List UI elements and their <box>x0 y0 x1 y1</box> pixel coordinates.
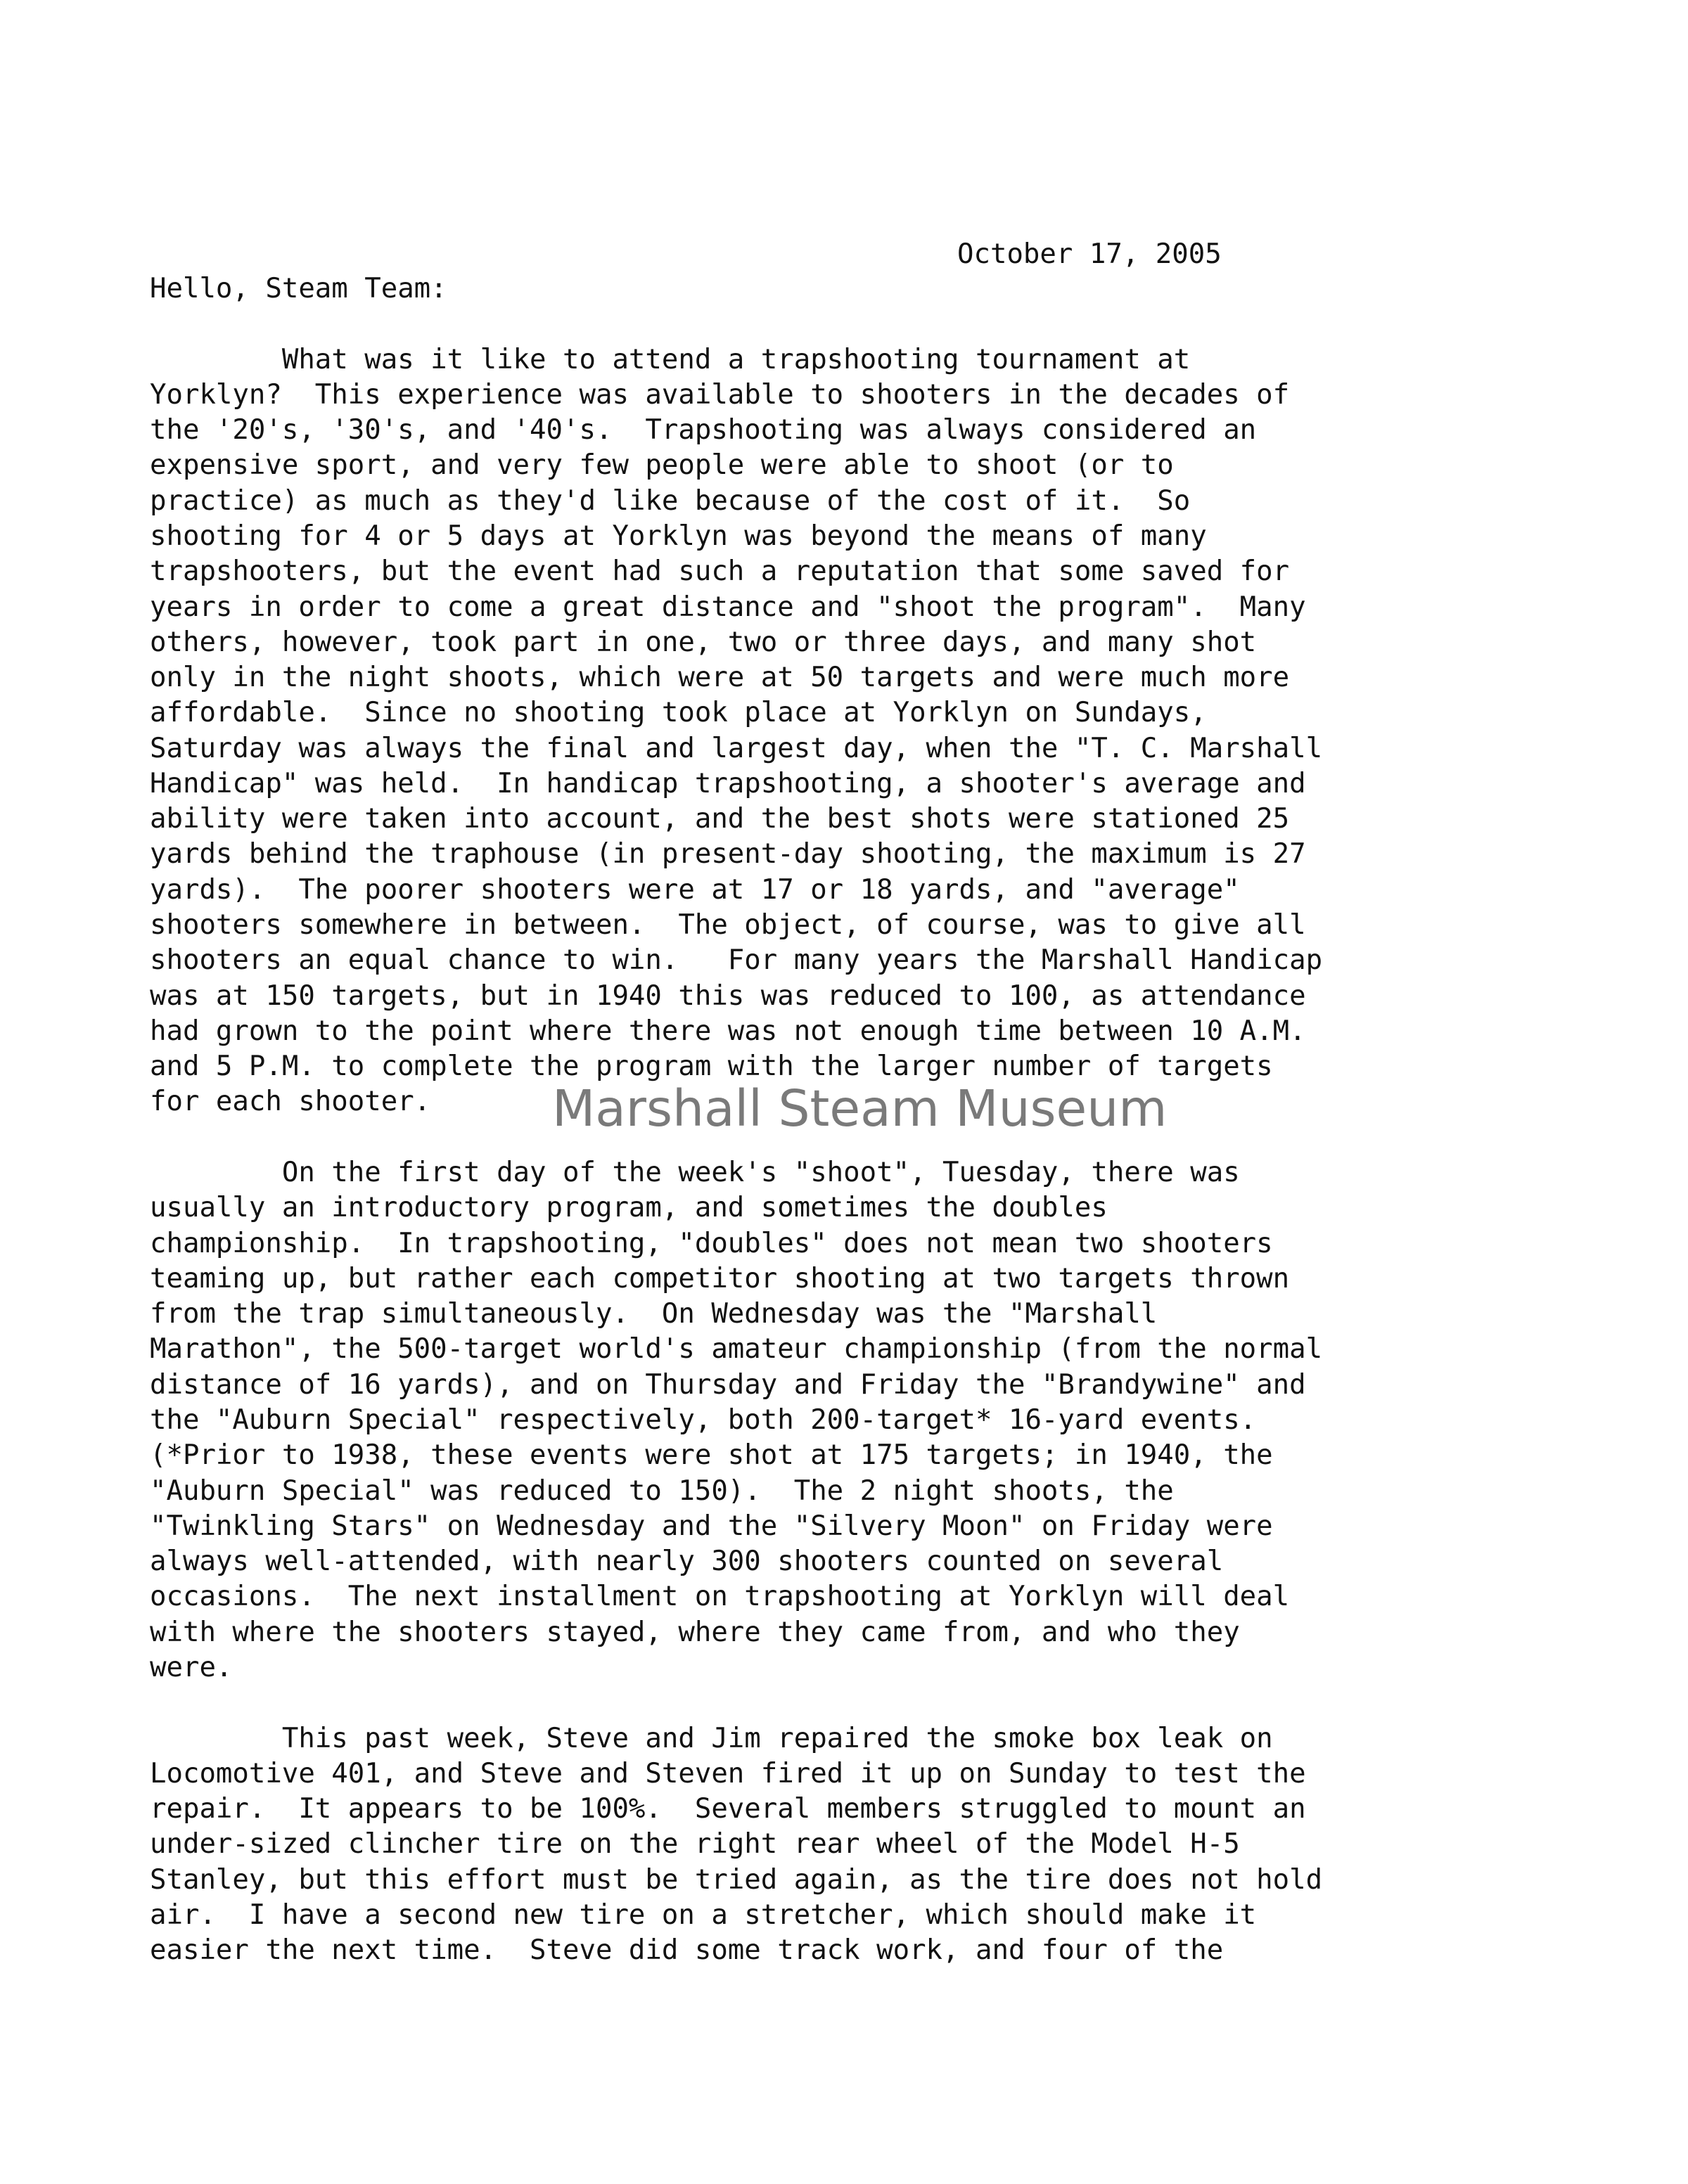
paragraph-1-line: affordable. Since no shooting took place at Yorklyn on Sundays, <box>150 697 1207 728</box>
letter-date: October 17, 2005 <box>957 238 1222 270</box>
paragraph-2-line: distance of 16 yards), and on Thursday and Friday the "Brandywine" and <box>150 1369 1306 1401</box>
paragraph-3-line: repair. It appears to be 100%. Several members struggled to mount an <box>150 1793 1306 1825</box>
paragraph-2-line: from the trap simultaneously. On Wednesday was the "Marshall <box>150 1298 1158 1330</box>
paragraph-3-line: easier the next time. Steve did some track work, and four of the <box>150 1934 1224 1966</box>
paragraph-2-line: always well-attended, with nearly 300 shooters counted on several <box>150 1546 1224 1577</box>
paragraph-1-line: yards behind the traphouse (in present-day shooting, the maximum is 27 <box>150 838 1306 870</box>
paragraph-2-line: teaming up, but rather each competitor shooting at two targets thrown <box>150 1263 1290 1295</box>
paragraph-1-line: years in order to come a great distance and "shoot the program". Many <box>150 591 1306 623</box>
paragraph-2-line: (*Prior to 1938, these events were shot at 175 targets; in 1940, the <box>150 1439 1273 1471</box>
museum-watermark: Marshall Steam Museum <box>552 1079 1168 1138</box>
paragraph-1-line: ability were taken into account, and the best shots were stationed 25 <box>150 803 1290 835</box>
paragraph-1-line: others, however, took part in one, two or three days, and many shot <box>150 627 1257 658</box>
paragraph-2-line: occasions. The next installment on trapshooting at Yorklyn will deal <box>150 1581 1290 1612</box>
paragraph-3-line: Stanley, but this effort must be tried again, as the tire does not hold <box>150 1864 1323 1896</box>
paragraph-2-line: On the first day of the week's "shoot", Tuesday, there was <box>150 1157 1240 1188</box>
paragraph-1-line: and 5 P.M. to complete the program with the larger number of targets <box>150 1051 1273 1082</box>
paragraph-1-line: shooters somewhere in between. The object, of course, was to give all <box>150 909 1306 941</box>
paragraph-2-line: usually an introductory program, and sometimes the doubles <box>150 1192 1108 1223</box>
paragraph-3-line: under-sized clincher tire on the right rear wheel of the Model H-5 <box>150 1828 1240 1860</box>
letter-greeting: Hello, Steam Team: <box>150 273 447 304</box>
paragraph-2-line: "Twinkling Stars" on Wednesday and the "Silvery Moon" on Friday were <box>150 1510 1273 1542</box>
paragraph-1-line: expensive sport, and very few people were able to shoot (or to <box>150 449 1174 481</box>
paragraph-1-line: shooting for 4 or 5 days at Yorklyn was beyond the means of many <box>150 520 1207 552</box>
paragraph-1-line: practice) as much as they'd like because of the cost of it. So <box>150 485 1191 517</box>
paragraph-1-line: Saturday was always the final and largest day, when the "T. C. Marshall <box>150 733 1323 764</box>
paragraph-1-line: Handicap" was held. In handicap trapshooting, a shooter's average and <box>150 768 1306 799</box>
paragraph-1-line: yards). The poorer shooters were at 17 or 18 yards, and "average" <box>150 874 1240 906</box>
paragraph-2-line: championship. In trapshooting, "doubles" does not mean two shooters <box>150 1228 1273 1259</box>
paragraph-1-line: shooters an equal chance to win. For many years the Marshall Handicap <box>150 944 1323 976</box>
paragraph-2-line: the "Auburn Special" respectively, both 200-target* 16-yard events. <box>150 1404 1257 1436</box>
paragraph-3-line: Locomotive 401, and Steve and Steven fired it up on Sunday to test the <box>150 1758 1306 1790</box>
paragraph-3-line: air. I have a second new tire on a stretcher, which should make it <box>150 1899 1257 1931</box>
paragraph-3-line: This past week, Steve and Jim repaired the smoke box leak on <box>150 1723 1273 1754</box>
paragraph-1-line: What was it like to attend a trapshooting tournament at <box>150 344 1191 375</box>
paragraph-2-line: with where the shooters stayed, where they came from, and who they <box>150 1617 1240 1648</box>
paragraph-1-line: only in the night shoots, which were at 50 targets and were much more <box>150 662 1290 693</box>
paragraph-1-line: trapshooters, but the event had such a reputation that some saved for <box>150 555 1290 587</box>
paragraph-1-line: was at 150 targets, but in 1940 this was reduced to 100, as attendance <box>150 980 1306 1012</box>
paragraph-2-line: were. <box>150 1652 233 1683</box>
paragraph-1-line: for each shooter. <box>150 1086 431 1117</box>
paragraph-1-line: Yorklyn? This experience was available to shooters in the decades of <box>150 379 1290 411</box>
paragraph-2-line: "Auburn Special" was reduced to 150). The 2 night shoots, the <box>150 1475 1174 1507</box>
paragraph-1-line: had grown to the point where there was not enough time between 10 A.M. <box>150 1015 1306 1047</box>
paragraph-2-line: Marathon", the 500-target world's amateur championship (from the normal <box>150 1333 1323 1365</box>
paragraph-1-line: the '20's, '30's, and '40's. Trapshooting was always considered an <box>150 414 1257 446</box>
